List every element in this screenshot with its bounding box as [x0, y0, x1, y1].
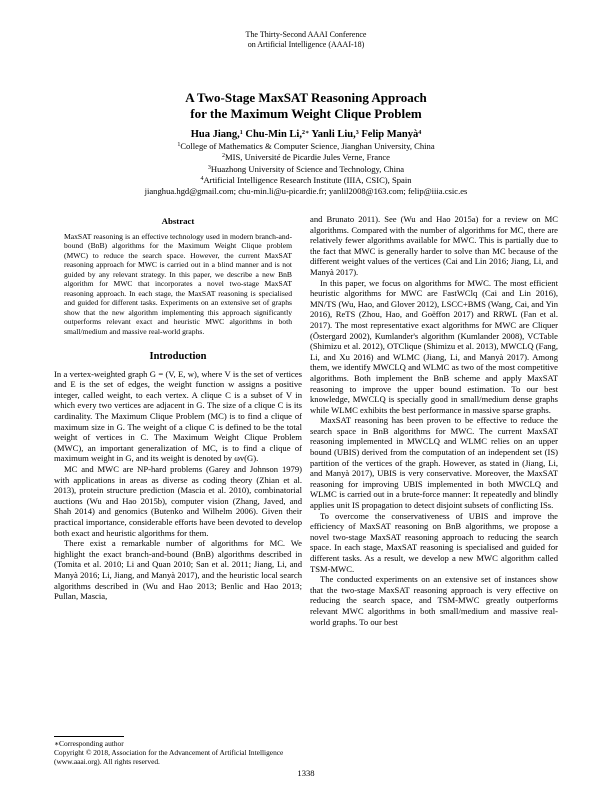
- abstract-text: MaxSAT reasoning is an effective technology used in modern branch-and-bound (BnB) algorithms for the Maximum Weight Clique problem (MWC) to reduce the search space. However, the current MaxSAT reasoning approach for MWC is carried out in a blind manner and is not guided by any relevant strategy. In this paper, we describe a new BnB algorithm for MWC that incorporates a novel two-stage MaxSAT reasoning approach. In each stage, the MaxSAT reasoning is specialised and guided for different tasks. Experiments on an extensive set of graphs show that the new algorithm implementing this approach significantly outperforms relevant exact and heuristic MWC algorithms in both small/medium and massive real-world graphs.: [64, 231, 292, 336]
- introduction-heading: Introduction: [149, 351, 207, 363]
- author-list: [0, 128, 612, 141]
- right-paragraph-4: To overcome the conservativeness of UBIS and improve the efficiency of MaxSAT reasoning on BnB algorithms, we propose a novel two-stage MaxSAT reasoning approach to reducing the search space. In each stage, MaxSAT reasoning is specialised and guided for different tasks. As a result, we develop a new MWC algorithm called TSM-MWC.: [310, 510, 558, 574]
- footnote: [54, 736, 302, 766]
- affiliation: [0, 152, 612, 163]
- affiliations: [0, 141, 612, 197]
- author-emails[interactable]: jianghua.hgd@gmail.com; chu-min.li@u-picardie.fr; yanlil2008@163.com; felip@iiia.csic.es: [144, 186, 468, 197]
- abstract-heading: Abstract: [161, 216, 195, 226]
- paper-title: [0, 90, 612, 122]
- affiliation-text: Huazhong University of Science and Technology, China: [210, 163, 405, 174]
- author-mark: 3: [355, 130, 359, 136]
- right-paragraph-5: The conducted experiments on an extensive set of instances show that the two-stage MaxSAT reasoning approach is very effective on reducing the search space, and TSM-MWC greatly outperforms relevant MWC algorithms in both small/medium and massive real-world graphs. To our best: [310, 574, 558, 627]
- intro-paragraph-2: MC and MWC are NP-hard problems (Garey and Johnson 1979) with applications in areas as diverse as coding theory (Zhian et al. 2013), protein structure prediction (Mascia et al. 2010), combinatorial auctions (Wu and Hao 2015b), computer vision (Zhang, Javed, and Shah 2014) and genomics (Butenko and Wilhelm 2006). Given their practical importance, considerable efforts have been devoted to develop both exact and heuristic algorithms for them.: [54, 464, 302, 538]
- conference-line-1: The Thirty-Second AAAI Conference: [245, 30, 367, 39]
- author-name: Yanli Liu,: [311, 129, 356, 140]
- title-line-2: for the Maximum Weight Clique Problem: [190, 106, 422, 121]
- conference-header: [0, 30, 612, 50]
- affiliation-mark: 2: [222, 153, 225, 160]
- affiliation-mark: 3: [207, 164, 211, 171]
- author-mark: 2∗: [301, 130, 310, 136]
- author-name: Hua Jiang,: [190, 129, 240, 140]
- affiliation: [0, 175, 612, 186]
- intro-paragraph-3: There exist a remarkable number of algorithms for MC. We highlight the exact branch-and-bound (BnB) algorithms described in (Tomita et al. 2010; Li and Quan 2010; San et al. 2011; Jiang, Li, and Manyà 2016; Li, Jiang, and Manyà 2017), and the heuristic local search algorithms described in (Wu and Hao 2013; Benlic and Hao 2013; Pullan, Mascia,: [54, 538, 302, 602]
- corresponding-author-note: ∗Corresponding author: [54, 739, 124, 748]
- right-column: [310, 214, 558, 627]
- conference-line-2: on Artificial Intelligence (AAAI-18): [247, 40, 365, 49]
- intro-paragraph-1: In a vertex-weighted graph G = (V, E, w), where V is the set of vertices and E is the set of edges, the weight function w assigns a positive integer, called weight, to each vertex. A clique C is a subset of V in which every two vertices are adjacent in G. The size of a clique C is its cardinality. The Maximum Clique Problem (MC) is to find a clique of maximum size in G. The weight of a clique C is defined to be the total weight of vertices in C. The Maximum Weight Clique Problem (MWC), an important generalization of MC, is to find a clique of maximum weight in G, and its weight is denoted by ωv(G).: [54, 368, 302, 464]
- page-number: 1338: [297, 768, 315, 778]
- right-paragraph-2: In this paper, we focus on algorithms for MWC. The most efficient heuristic algorithms for MWC are FastWClq (Cai and Lin 2016), MN/TS (Wu, Hao, and Glover 2012), LSCC+BMS (Wang, Cai, and Yin 2016), ReTS (Zhou, Hao, and Goëffon 2017) and RRWL (Fan et al. 2017). The most representative exact algorithms for MWC are Cliquer (Östergard 2002), Kumlander's algorithm (Kumlander 2008), VCTable (Shimizu et al. 2012), OTClique (Shimizu et al. 2013), MWCLQ (Fang, Li, and Xu 2016) and WLMC (Jiang, Li, and Manyà 2017). Among them, we identify MWCLQ and WLMC as two of the most competitive algorithms. Both implement the BnB scheme and apply MaxSAT reasoning to improve the upper bound estimation. To our best knowledge, MWCLQ is specially good in small/medium dense graphs while WLMC exhibits the best performance in massive sparse graphs.: [310, 277, 558, 415]
- right-paragraph-3: MaxSAT reasoning has been proven to be effective to reduce the search space in BnB algorithms for MWC. The current MaxSAT reasoning implemented in MWCLQ and WLMC relies on an upper bound (UBIS) derived from the computation of an independent set (IS) partition of the vertices of the graph. However, as stated in (Jiang, Li, and Manyà 2017), UBIS is very conservative. Moreover, the MaxSAT reasoning for improving UBIS implemented in both MWCLQ and WLMC is carried out in a brute-force manner: It repeatedly and blindly applies unit IS propagation to detect disjoint subsets of conflicting ISs.: [310, 415, 558, 511]
- affiliation-text: College of Mathematics & Computer Science, Jianghan University, China: [180, 141, 435, 151]
- affiliation-mark: 1: [177, 142, 181, 148]
- affiliation-mark: 4: [200, 175, 204, 182]
- author-mark: 4: [418, 130, 422, 136]
- copyright-notice: Copyright © 2018, Association for the Advancement of Artificial Intelligence (www.aaai.org). All rights reserved.: [54, 748, 284, 766]
- title-line-1: A Two-Stage MaxSAT Reasoning Approach: [185, 90, 427, 105]
- footnote-rule: [54, 736, 124, 737]
- author-mark: 1: [239, 130, 243, 136]
- left-column: [54, 216, 302, 602]
- affiliation: [0, 141, 612, 152]
- author-name: Felip Manyà: [361, 129, 419, 140]
- author-name: Chu-Min Li,: [245, 129, 302, 140]
- right-paragraph-1: and Brunato 2011). See (Wu and Hao 2015a) for a review on MC algorithms. Compared with the number of algorithms for MC, there are relatively fewer algorithms available for MWC. This is partially due to the fact that MWC is generally harder to solve than MC because of the different weight values of the vertices (Cai and Lin 2016; Jiang, Li, and Manyà 2017).: [310, 214, 558, 277]
- affiliation: [0, 164, 612, 175]
- affiliation-text: Artificial Intelligence Research Institute (IIIA, CSIC), Spain: [203, 174, 412, 185]
- affiliation-text: MIS, Université de Picardie Jules Verne, France: [225, 152, 390, 163]
